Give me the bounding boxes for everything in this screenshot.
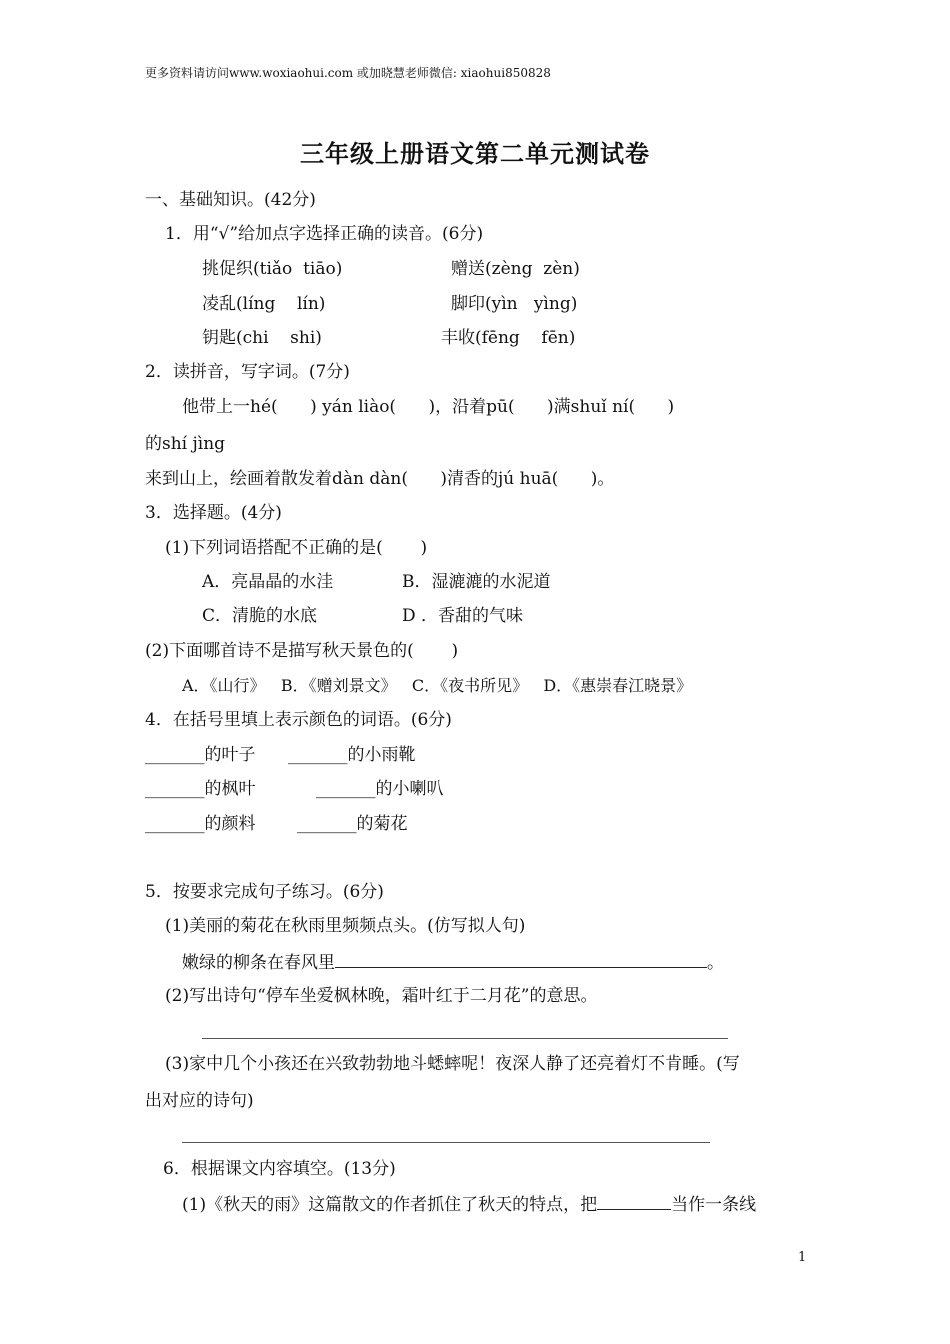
q1-item: 赠送(zèng zèn) (451, 259, 580, 279)
q1-item: 钥匙(chi shi) (202, 328, 322, 348)
section-heading: 一、基础知识。(42分) (145, 190, 316, 210)
page-header: 更多资料请访问www.woxiaohui.com 或加晓慧老师微信: xiaohui850828 (145, 66, 551, 80)
q2-text-line: 的shí jìng (145, 434, 226, 454)
q1-item: 凌乱(líng lín) (202, 294, 326, 314)
q4-fill-item: _______的叶子 (145, 745, 256, 765)
answer-blank[interactable] (335, 950, 707, 968)
q3-option: D ．香甜的气味 (402, 606, 524, 626)
q5-answer-line: 嫩绿的柳条在春风里 。 (182, 950, 724, 975)
q1-heading: 1．用“√”给加点字选择正确的读音。(6分) (165, 224, 484, 244)
fill-blank[interactable]: _______ (145, 814, 205, 834)
q4-fill-item: _______的小喇叭 (316, 779, 444, 799)
fill-blank[interactable]: _______ (145, 745, 205, 765)
q4-fill-item: _______的菊花 (297, 814, 408, 834)
q6-heading: 6．根据课文内容填空。(13分) (163, 1159, 396, 1179)
fill-blank[interactable]: _______ (288, 745, 348, 765)
q1-item: 丰收(fēng fēn) (441, 328, 576, 348)
answer-line[interactable] (202, 1038, 728, 1039)
q3-option: B．湿漉漉的水泥道 (402, 572, 551, 592)
q4-fill-item: _______的枫叶 (145, 779, 256, 799)
q3-option: C．清脆的水底 (202, 606, 318, 626)
q1-item: 挑促织(tiǎo tiāo) (202, 259, 343, 279)
fill-blank[interactable]: _______ (297, 814, 357, 834)
q3-option: A．亮晶晶的水洼 (202, 572, 334, 592)
q5-sub-question: (1)美丽的菊花在秋雨里频频点头。(仿写拟人句) (165, 916, 526, 936)
q3-options-row: A．《山行》 B．《赠刘景文》 C．《夜书所见》 D．《惠崇春江晓景》 (182, 676, 693, 695)
q2-text-line: 他带上一hé( ) yán liào( )，沿着pū( )满shuǐ ní( ) (182, 397, 675, 417)
q4-fill-item: _______的小雨靴 (288, 745, 416, 765)
q5-heading: 5．按要求完成句子练习。(6分) (145, 882, 384, 902)
q4-fill-item: _______的颜料 (145, 814, 256, 834)
fill-blank[interactable]: _______ (145, 779, 205, 799)
q5-sub-question: (3)家中几个小孩还在兴致勃勃地斗蟋蟀呢！夜深人静了还亮着灯不肯睡。(写 (165, 1054, 740, 1074)
q5-sub-question: 出对应的诗句) (145, 1091, 254, 1111)
q1-item: 脚印(yìn yìng) (451, 294, 578, 314)
q3-sub-question: (2)下面哪首诗不是描写秋天景色的( ) (145, 641, 459, 661)
q6-sub-question: (1)《秋天的雨》这篇散文的作者抓住了秋天的特点，把 当作一条线 (182, 1192, 756, 1217)
q5-sub-question: (2)写出诗句“停车坐爱枫林晚，霜叶红于二月花”的意思。 (165, 986, 598, 1006)
answer-line[interactable] (182, 1142, 710, 1143)
page-number: 1 (798, 1250, 807, 1265)
q2-heading: 2．读拼音，写字词。(7分) (145, 362, 350, 382)
q3-heading: 3．选择题。(4分) (145, 503, 282, 523)
q3-sub-question: (1)下列词语搭配不正确的是( ) (165, 538, 428, 558)
q2-text-line: 来到山上，绘画着散发着dàn dàn( )清香的jú huā( )。 (145, 469, 615, 489)
q4-heading: 4．在括号里填上表示颜色的词语。(6分) (145, 710, 452, 730)
page-title: 三年级上册语文第二单元测试卷 (300, 139, 650, 168)
answer-blank[interactable] (597, 1192, 671, 1210)
fill-blank[interactable]: _______ (316, 779, 376, 799)
